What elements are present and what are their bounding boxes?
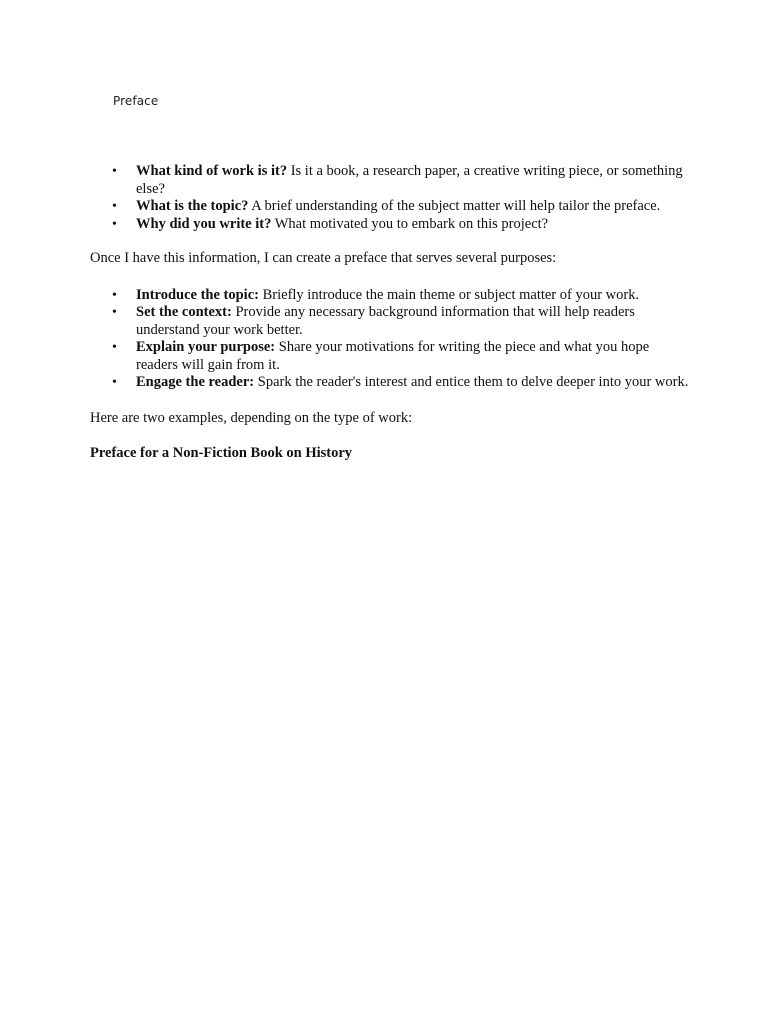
list-item	[90, 198, 690, 216]
example-heading: Preface for a Non-Fiction Book on History	[90, 445, 353, 461]
list-item-text: A brief understanding of the subject matter will help tailor the preface.	[248, 198, 661, 214]
bullet-icon: •	[112, 305, 117, 320]
list-item-lead: Set the context:	[136, 304, 232, 320]
document-body	[90, 163, 690, 463]
list-item	[90, 374, 690, 392]
list-item-text: Is it a book, a research paper, a creative writing piece, or something else?	[136, 163, 683, 197]
intro-paragraph: Once I have this information, I can create a preface that serves several purposes:	[90, 250, 557, 266]
list-item-lead: Why did you write it?	[136, 215, 272, 232]
examples-paragraph: Here are two examples, depending on the type of work:	[90, 409, 413, 426]
bullet-icon: •	[112, 340, 117, 355]
list-item-text: Spark the reader's interest and entice them to delve deeper into your work.	[254, 374, 689, 390]
list-item	[90, 287, 690, 305]
list-item	[90, 339, 690, 374]
bullet-icon: •	[112, 164, 117, 179]
list-item	[90, 163, 690, 198]
list-item	[90, 304, 690, 339]
purposes-list	[90, 287, 690, 392]
list-item-lead: What is the topic?	[136, 198, 249, 214]
list-item-text: Share your motivations for writing the piece and what you hope readers will gain from it.	[136, 339, 650, 373]
list-item-lead: What kind of work is it?	[136, 163, 288, 179]
list-item	[90, 216, 690, 234]
questions-list	[90, 163, 690, 233]
document-title: Preface	[113, 94, 159, 108]
bullet-icon: •	[112, 375, 117, 390]
bullet-icon: •	[112, 199, 117, 214]
list-item-lead: Introduce the topic:	[136, 286, 259, 303]
list-item-text: What motivated you to embark on this project?	[271, 215, 549, 232]
bullet-icon: •	[112, 216, 117, 232]
list-item-lead: Engage the reader:	[136, 374, 255, 390]
bullet-icon: •	[112, 287, 117, 303]
list-item-lead: Explain your purpose:	[136, 339, 276, 355]
list-item-text: Provide any necessary background information that will help readers understand your work better.	[136, 304, 635, 338]
list-item-text: Briefly introduce the main theme or subject matter of your work.	[258, 286, 640, 303]
